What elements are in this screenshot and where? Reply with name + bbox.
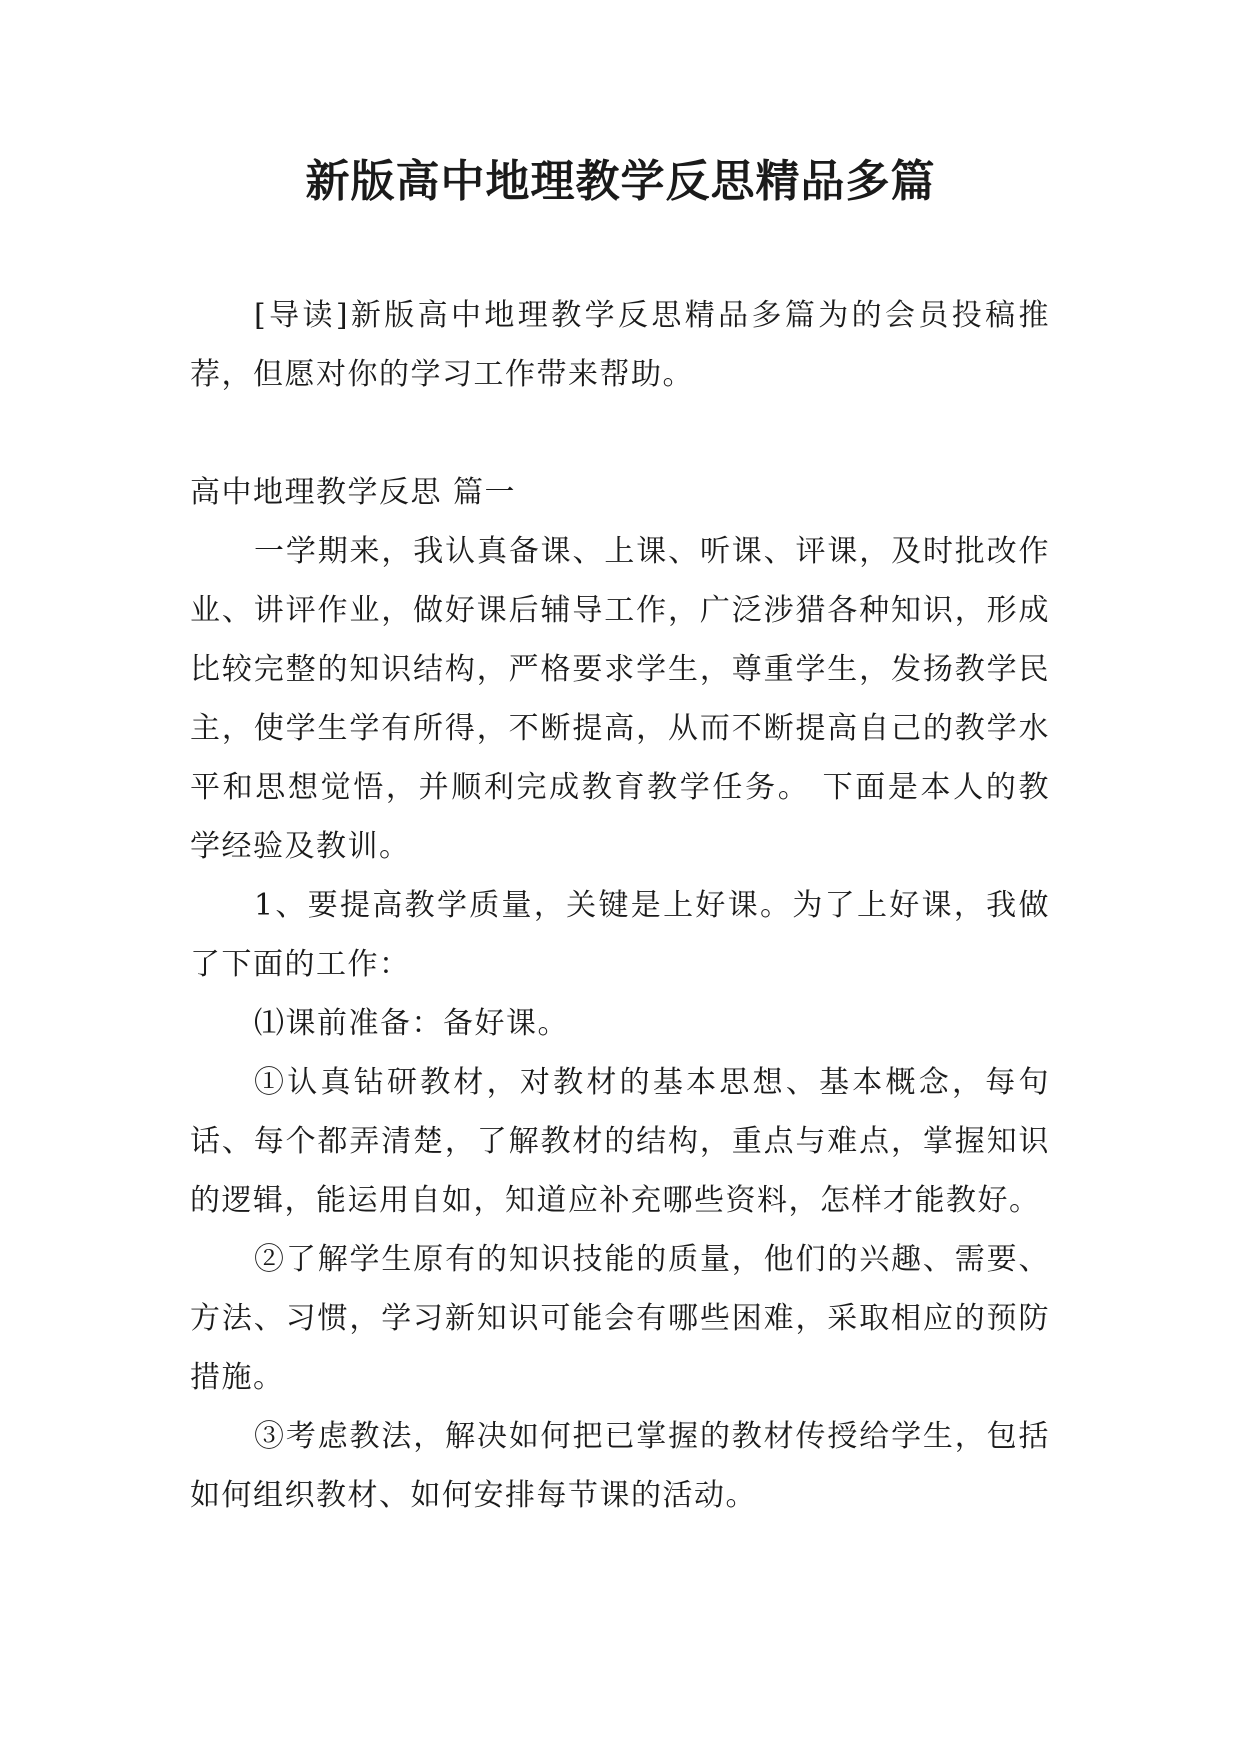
section-heading: 高中地理教学反思 篇一 — [190, 475, 517, 510]
body-paragraph: 1、要提高教学质量，关键是上好课。为了上好课，我做了下面的工作： — [190, 888, 1050, 982]
body-paragraph: ①认真钻研教材，对教材的基本思想、基本概念，每句话、每个都弄清楚，了解教材的结构，重点与难点，掌握知识的逻辑，能运用自如，知道应补充哪些资料，怎样才能教好。 — [190, 1065, 1050, 1218]
body-paragraph: ②了解学生原有的知识技能的质量，他们的兴趣、需要、方法、习惯，学习新知识可能会有哪些困难，采取相应的预防措施。 — [190, 1242, 1050, 1395]
body-paragraph: ③考虑教法，解决如何把已掌握的教材传授给学生，包括如何组织教材、如何安排每节课的活动。 — [190, 1419, 1050, 1513]
document-body — [190, 286, 1050, 1525]
body-paragraph: 一学期来，我认真备课、上课、听课、评课，及时批改作业、讲评作业，做好课后辅导工作，广泛涉猎各种知识，形成比较完整的知识结构，严格要求学生，尊重学生，发扬教学民主，使学生学有所得，不断提高，从而不断提高自己的教学水平和思想觉悟，并顺利完成教育教学任务。 下面是本人的教学经验及教训。 — [190, 534, 1050, 864]
document-title: 新版高中地理教学反思精品多篇 — [305, 156, 936, 207]
intro-paragraph: [导读]新版高中地理教学反思精品多篇为的会员投稿推荐，但愿对你的学习工作带来帮助。 — [190, 298, 1050, 392]
body-paragraph: ⑴课前准备：备好课。 — [254, 1006, 569, 1041]
